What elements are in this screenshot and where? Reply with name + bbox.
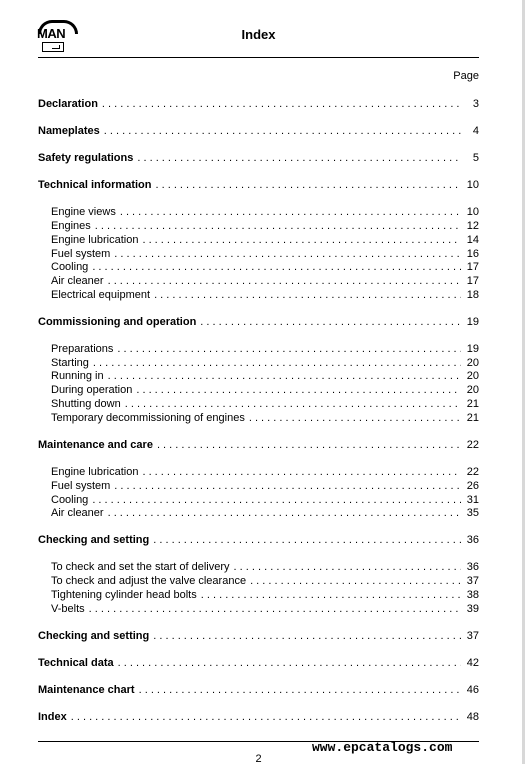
toc-section-entry[interactable] bbox=[38, 438, 479, 452]
toc-section-entry[interactable] bbox=[38, 656, 479, 670]
toc-entry-page: 4 bbox=[472, 125, 479, 137]
toc-entry-page: 26 bbox=[466, 480, 479, 492]
toc-entry-page: 46 bbox=[466, 684, 479, 696]
toc-entry-page: 21 bbox=[466, 412, 479, 424]
toc-entry-label: To check and adjust the valve clearance bbox=[51, 575, 247, 587]
dot-leader bbox=[234, 560, 461, 574]
dot-leader bbox=[153, 533, 461, 547]
toc-entry-label: Technical data bbox=[38, 657, 114, 669]
dot-leader bbox=[71, 710, 461, 724]
toc-entry-page: 17 bbox=[466, 261, 479, 273]
page-column-header: Page bbox=[453, 70, 479, 82]
dot-leader bbox=[114, 479, 461, 493]
toc-entry-page: 38 bbox=[466, 589, 479, 601]
toc-entry-label: Fuel system bbox=[51, 480, 111, 492]
toc-subsection-entry[interactable] bbox=[51, 342, 479, 356]
toc-entry-label: Air cleaner bbox=[51, 507, 104, 519]
footer-page-number: 2 bbox=[255, 753, 262, 765]
toc-entry-label: Declaration bbox=[38, 98, 98, 110]
toc-entry-label: Checking and setting bbox=[38, 630, 150, 642]
toc-entry-page: 16 bbox=[466, 248, 479, 260]
toc-entry-page: 22 bbox=[466, 466, 479, 478]
dot-leader bbox=[92, 260, 461, 274]
toc-subsection-entry[interactable] bbox=[51, 588, 479, 602]
toc-entry-page: 17 bbox=[466, 275, 479, 287]
dot-leader bbox=[155, 178, 461, 192]
toc-entry-label: Engine views bbox=[51, 206, 116, 218]
toc-entry-label: Engine lubrication bbox=[51, 234, 139, 246]
toc-entry-label: Preparations bbox=[51, 343, 114, 355]
dot-leader bbox=[201, 588, 461, 602]
dot-leader bbox=[89, 602, 461, 616]
toc-entry-label: During operation bbox=[51, 384, 133, 396]
toc-entry-label: Cooling bbox=[51, 494, 89, 506]
toc-entry-label: Maintenance chart bbox=[38, 684, 135, 696]
toc-entry-page: 14 bbox=[466, 234, 479, 246]
toc-subsection-entry[interactable] bbox=[51, 397, 479, 411]
toc-subsection-entry[interactable] bbox=[51, 493, 479, 507]
dot-leader bbox=[153, 629, 461, 643]
logo-lion-box-icon bbox=[42, 42, 64, 52]
toc-subsection-entry[interactable] bbox=[51, 288, 479, 302]
dot-leader bbox=[139, 683, 461, 697]
toc-entry-page: 10 bbox=[466, 179, 479, 191]
watermark: www.epcatalogs.com bbox=[312, 740, 453, 755]
toc-entry-page: 10 bbox=[466, 206, 479, 218]
toc-subsection-entry[interactable] bbox=[51, 574, 479, 588]
toc-section-entry[interactable] bbox=[38, 178, 479, 192]
toc-entry-page: 35 bbox=[466, 507, 479, 519]
toc-entry-label: Air cleaner bbox=[51, 275, 104, 287]
toc-entry-page: 36 bbox=[466, 561, 479, 573]
toc-entry-page: 19 bbox=[466, 343, 479, 355]
dot-leader bbox=[114, 247, 461, 261]
dot-leader bbox=[117, 342, 461, 356]
dot-leader bbox=[108, 369, 461, 383]
dot-leader bbox=[249, 411, 461, 425]
toc-subsection-entry[interactable] bbox=[51, 260, 479, 274]
toc-section-entry[interactable] bbox=[38, 97, 479, 111]
toc-entry-page: 37 bbox=[466, 575, 479, 587]
toc-subsection-entry[interactable] bbox=[51, 479, 479, 493]
header-rule bbox=[38, 57, 479, 58]
toc-entry-page: 20 bbox=[466, 384, 479, 396]
toc-subsection-entry[interactable] bbox=[51, 219, 479, 233]
toc-section-entry[interactable] bbox=[38, 315, 479, 329]
toc-entry-page: 36 bbox=[466, 534, 479, 546]
dot-leader bbox=[157, 438, 461, 452]
toc-entry-page: 39 bbox=[466, 603, 479, 615]
toc-entry-page: 20 bbox=[466, 370, 479, 382]
toc-section-entry[interactable] bbox=[38, 629, 479, 643]
toc-subsection-entry[interactable] bbox=[51, 465, 479, 479]
toc-subsection-entry[interactable] bbox=[51, 247, 479, 261]
toc-section-entry[interactable] bbox=[38, 533, 479, 547]
dot-leader bbox=[92, 493, 461, 507]
toc-entry-label: Electrical equipment bbox=[51, 289, 151, 301]
toc-entry-label: Commissioning and operation bbox=[38, 316, 197, 328]
toc-entry-page: 21 bbox=[466, 398, 479, 410]
toc-entry-label: Maintenance and care bbox=[38, 439, 153, 451]
toc-entry-label: Tightening cylinder head bolts bbox=[51, 589, 197, 601]
toc-entry-page: 31 bbox=[466, 494, 479, 506]
dot-leader bbox=[200, 315, 461, 329]
toc-subsection-entry[interactable] bbox=[51, 205, 479, 219]
toc-entry-label: Starting bbox=[51, 357, 89, 369]
toc-subsection-entry[interactable] bbox=[51, 356, 479, 370]
toc-subsection-entry[interactable] bbox=[51, 560, 479, 574]
toc-entry-page: 5 bbox=[472, 152, 479, 164]
dot-leader bbox=[136, 383, 461, 397]
toc-entry-label: Fuel system bbox=[51, 248, 111, 260]
dot-leader bbox=[102, 97, 461, 111]
toc-entry-page: 20 bbox=[466, 357, 479, 369]
toc-entry-page: 42 bbox=[466, 657, 479, 669]
toc-subsection-entry[interactable] bbox=[51, 506, 479, 520]
dot-leader bbox=[108, 274, 461, 288]
toc-entry-label: Engine lubrication bbox=[51, 466, 139, 478]
toc-entry-label: Cooling bbox=[51, 261, 89, 273]
toc-entry-page: 12 bbox=[466, 220, 479, 232]
toc-subsection-entry[interactable] bbox=[51, 383, 479, 397]
dot-leader bbox=[108, 506, 461, 520]
toc-entry-label: Nameplates bbox=[38, 125, 100, 137]
dot-leader bbox=[120, 205, 461, 219]
toc-subsection-entry[interactable] bbox=[51, 233, 479, 247]
toc-entry-page: 48 bbox=[466, 711, 479, 723]
toc-entry-label: Running in bbox=[51, 370, 104, 382]
toc-entry-label: Index bbox=[38, 711, 67, 723]
toc-section-entry[interactable] bbox=[38, 710, 479, 724]
dot-leader bbox=[125, 397, 461, 411]
toc-section-entry[interactable] bbox=[38, 683, 479, 697]
page-title: Index bbox=[241, 27, 276, 42]
toc-entry-label: Engines bbox=[51, 220, 91, 232]
toc-subsection-entry[interactable] bbox=[51, 602, 479, 616]
toc-section-entry[interactable] bbox=[38, 124, 479, 138]
toc-subsection-entry[interactable] bbox=[51, 369, 479, 383]
dot-leader bbox=[137, 151, 461, 165]
toc-entry-page: 3 bbox=[472, 98, 479, 110]
toc-entry-label: Shutting down bbox=[51, 398, 121, 410]
dot-leader bbox=[250, 574, 461, 588]
toc-entry-page: 18 bbox=[466, 289, 479, 301]
dot-leader bbox=[154, 288, 461, 302]
toc-entry-label: Safety regulations bbox=[38, 152, 134, 164]
toc-entry-page: 19 bbox=[466, 316, 479, 328]
dot-leader bbox=[95, 219, 461, 233]
toc-entry-label: Checking and setting bbox=[38, 534, 150, 546]
toc-subsection-entry[interactable] bbox=[51, 274, 479, 288]
logo-text: MAN bbox=[37, 26, 66, 41]
toc-entry-page: 37 bbox=[466, 630, 479, 642]
toc-section-entry[interactable] bbox=[38, 151, 479, 165]
toc-entry-label: Technical information bbox=[38, 179, 152, 191]
toc-entry-label: V-belts bbox=[51, 603, 85, 615]
toc-entry-page: 22 bbox=[466, 439, 479, 451]
toc-entry-label: To check and set the start of delivery bbox=[51, 561, 230, 573]
toc-subsection-entry[interactable] bbox=[51, 411, 479, 425]
toc-entry-label: Temporary decommissioning of engines bbox=[51, 412, 245, 424]
dot-leader bbox=[142, 233, 461, 247]
dot-leader bbox=[93, 356, 461, 370]
dot-leader bbox=[142, 465, 461, 479]
dot-leader bbox=[118, 656, 461, 670]
dot-leader bbox=[104, 124, 461, 138]
